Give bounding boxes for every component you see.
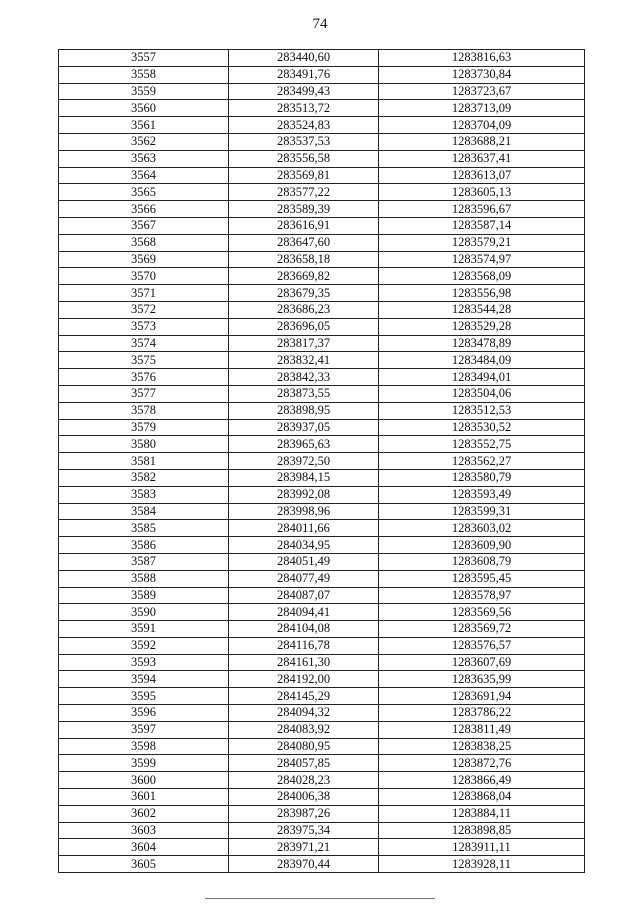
x-coordinate-cell: 283842,33 bbox=[229, 369, 379, 386]
table-row bbox=[59, 318, 585, 335]
table-row bbox=[59, 352, 585, 369]
coordinates-table bbox=[58, 49, 585, 873]
x-coordinate-cell: 284080,95 bbox=[229, 738, 379, 755]
table-row bbox=[59, 100, 585, 117]
point-number-cell: 3604 bbox=[59, 839, 229, 856]
y-coordinate-cell: 1283730,84 bbox=[379, 66, 585, 83]
y-coordinate-cell: 1283713,09 bbox=[379, 100, 585, 117]
point-number-cell: 3582 bbox=[59, 469, 229, 486]
y-coordinate-cell: 1283504,06 bbox=[379, 385, 585, 402]
table-row bbox=[59, 469, 585, 486]
x-coordinate-cell: 283696,05 bbox=[229, 318, 379, 335]
y-coordinate-cell: 1283811,49 bbox=[379, 721, 585, 738]
table-row bbox=[59, 637, 585, 654]
point-number-cell: 3558 bbox=[59, 66, 229, 83]
y-coordinate-cell: 1283911,11 bbox=[379, 839, 585, 856]
table-row bbox=[59, 570, 585, 587]
x-coordinate-cell: 283937,05 bbox=[229, 419, 379, 436]
x-coordinate-cell: 283616,91 bbox=[229, 217, 379, 234]
x-coordinate-cell: 283537,53 bbox=[229, 133, 379, 150]
point-number-cell: 3571 bbox=[59, 285, 229, 302]
point-number-cell: 3579 bbox=[59, 419, 229, 436]
x-coordinate-cell: 283984,15 bbox=[229, 469, 379, 486]
point-number-cell: 3564 bbox=[59, 167, 229, 184]
table-row bbox=[59, 133, 585, 150]
point-number-cell: 3569 bbox=[59, 251, 229, 268]
table-row bbox=[59, 117, 585, 134]
point-number-cell: 3581 bbox=[59, 453, 229, 470]
y-coordinate-cell: 1283595,45 bbox=[379, 570, 585, 587]
table-row bbox=[59, 537, 585, 554]
y-coordinate-cell: 1283723,67 bbox=[379, 83, 585, 100]
table-row bbox=[59, 587, 585, 604]
x-coordinate-cell: 284077,49 bbox=[229, 570, 379, 587]
x-coordinate-cell: 283992,08 bbox=[229, 486, 379, 503]
table-row bbox=[59, 369, 585, 386]
point-number-cell: 3594 bbox=[59, 671, 229, 688]
x-coordinate-cell: 283589,39 bbox=[229, 201, 379, 218]
table-row bbox=[59, 335, 585, 352]
table-row bbox=[59, 301, 585, 318]
point-number-cell: 3598 bbox=[59, 738, 229, 755]
y-coordinate-cell: 1283529,28 bbox=[379, 318, 585, 335]
table-row bbox=[59, 503, 585, 520]
x-coordinate-cell: 284161,30 bbox=[229, 654, 379, 671]
table-row bbox=[59, 705, 585, 722]
point-number-cell: 3563 bbox=[59, 150, 229, 167]
y-coordinate-cell: 1283607,69 bbox=[379, 654, 585, 671]
table-row bbox=[59, 184, 585, 201]
table-row bbox=[59, 385, 585, 402]
point-number-cell: 3561 bbox=[59, 117, 229, 134]
point-number-cell: 3562 bbox=[59, 133, 229, 150]
point-number-cell: 3573 bbox=[59, 318, 229, 335]
point-number-cell: 3589 bbox=[59, 587, 229, 604]
point-number-cell: 3566 bbox=[59, 201, 229, 218]
x-coordinate-cell: 284094,32 bbox=[229, 705, 379, 722]
y-coordinate-cell: 1283866,49 bbox=[379, 772, 585, 789]
y-coordinate-cell: 1283838,25 bbox=[379, 738, 585, 755]
y-coordinate-cell: 1283530,52 bbox=[379, 419, 585, 436]
point-number-cell: 3557 bbox=[59, 50, 229, 67]
table-row bbox=[59, 621, 585, 638]
y-coordinate-cell: 1283816,63 bbox=[379, 50, 585, 67]
table-row bbox=[59, 839, 585, 856]
x-coordinate-cell: 283987,26 bbox=[229, 805, 379, 822]
x-coordinate-cell: 283679,35 bbox=[229, 285, 379, 302]
x-coordinate-cell: 283817,37 bbox=[229, 335, 379, 352]
x-coordinate-cell: 283972,50 bbox=[229, 453, 379, 470]
x-coordinate-cell: 284006,38 bbox=[229, 789, 379, 806]
table-row bbox=[59, 772, 585, 789]
table-row bbox=[59, 50, 585, 67]
y-coordinate-cell: 1283688,21 bbox=[379, 133, 585, 150]
x-coordinate-cell: 283513,72 bbox=[229, 100, 379, 117]
y-coordinate-cell: 1283562,27 bbox=[379, 453, 585, 470]
point-number-cell: 3570 bbox=[59, 268, 229, 285]
table-row bbox=[59, 822, 585, 839]
x-coordinate-cell: 283569,81 bbox=[229, 167, 379, 184]
table-row bbox=[59, 486, 585, 503]
x-coordinate-cell: 283669,82 bbox=[229, 268, 379, 285]
x-coordinate-cell: 284028,23 bbox=[229, 772, 379, 789]
x-coordinate-cell: 283577,22 bbox=[229, 184, 379, 201]
y-coordinate-cell: 1283544,28 bbox=[379, 301, 585, 318]
x-coordinate-cell: 283998,96 bbox=[229, 503, 379, 520]
point-number-cell: 3588 bbox=[59, 570, 229, 587]
table-row bbox=[59, 150, 585, 167]
coordinates-table-body bbox=[59, 50, 585, 873]
point-number-cell: 3568 bbox=[59, 234, 229, 251]
y-coordinate-cell: 1283478,89 bbox=[379, 335, 585, 352]
table-row bbox=[59, 285, 585, 302]
y-coordinate-cell: 1283579,21 bbox=[379, 234, 585, 251]
point-number-cell: 3599 bbox=[59, 755, 229, 772]
table-row bbox=[59, 553, 585, 570]
table-row bbox=[59, 688, 585, 705]
y-coordinate-cell: 1283574,97 bbox=[379, 251, 585, 268]
x-coordinate-cell: 283524,83 bbox=[229, 117, 379, 134]
x-coordinate-cell: 283491,76 bbox=[229, 66, 379, 83]
y-coordinate-cell: 1283704,09 bbox=[379, 117, 585, 134]
point-number-cell: 3586 bbox=[59, 537, 229, 554]
y-coordinate-cell: 1283587,14 bbox=[379, 217, 585, 234]
point-number-cell: 3574 bbox=[59, 335, 229, 352]
y-coordinate-cell: 1283637,41 bbox=[379, 150, 585, 167]
x-coordinate-cell: 283499,43 bbox=[229, 83, 379, 100]
point-number-cell: 3575 bbox=[59, 352, 229, 369]
x-coordinate-cell: 283556,58 bbox=[229, 150, 379, 167]
x-coordinate-cell: 283647,60 bbox=[229, 234, 379, 251]
point-number-cell: 3596 bbox=[59, 705, 229, 722]
point-number-cell: 3592 bbox=[59, 637, 229, 654]
x-coordinate-cell: 283873,55 bbox=[229, 385, 379, 402]
y-coordinate-cell: 1283609,90 bbox=[379, 537, 585, 554]
bottom-rule bbox=[205, 898, 435, 899]
y-coordinate-cell: 1283884,11 bbox=[379, 805, 585, 822]
point-number-cell: 3560 bbox=[59, 100, 229, 117]
y-coordinate-cell: 1283580,79 bbox=[379, 469, 585, 486]
point-number-cell: 3601 bbox=[59, 789, 229, 806]
x-coordinate-cell: 284104,08 bbox=[229, 621, 379, 638]
x-coordinate-cell: 284116,78 bbox=[229, 637, 379, 654]
point-number-cell: 3602 bbox=[59, 805, 229, 822]
point-number-cell: 3583 bbox=[59, 486, 229, 503]
y-coordinate-cell: 1283593,49 bbox=[379, 486, 585, 503]
y-coordinate-cell: 1283928,11 bbox=[379, 856, 585, 873]
y-coordinate-cell: 1283494,01 bbox=[379, 369, 585, 386]
point-number-cell: 3585 bbox=[59, 520, 229, 537]
table-row bbox=[59, 167, 585, 184]
x-coordinate-cell: 283971,21 bbox=[229, 839, 379, 856]
table-row bbox=[59, 721, 585, 738]
table-row bbox=[59, 856, 585, 873]
x-coordinate-cell: 284011,66 bbox=[229, 520, 379, 537]
point-number-cell: 3559 bbox=[59, 83, 229, 100]
x-coordinate-cell: 284034,95 bbox=[229, 537, 379, 554]
y-coordinate-cell: 1283868,04 bbox=[379, 789, 585, 806]
point-number-cell: 3603 bbox=[59, 822, 229, 839]
point-number-cell: 3572 bbox=[59, 301, 229, 318]
y-coordinate-cell: 1283605,13 bbox=[379, 184, 585, 201]
y-coordinate-cell: 1283872,76 bbox=[379, 755, 585, 772]
point-number-cell: 3584 bbox=[59, 503, 229, 520]
point-number-cell: 3600 bbox=[59, 772, 229, 789]
y-coordinate-cell: 1283576,57 bbox=[379, 637, 585, 654]
x-coordinate-cell: 284057,85 bbox=[229, 755, 379, 772]
table-row bbox=[59, 604, 585, 621]
y-coordinate-cell: 1283608,79 bbox=[379, 553, 585, 570]
y-coordinate-cell: 1283635,99 bbox=[379, 671, 585, 688]
point-number-cell: 3587 bbox=[59, 553, 229, 570]
x-coordinate-cell: 283832,41 bbox=[229, 352, 379, 369]
point-number-cell: 3565 bbox=[59, 184, 229, 201]
y-coordinate-cell: 1283786,22 bbox=[379, 705, 585, 722]
y-coordinate-cell: 1283599,31 bbox=[379, 503, 585, 520]
x-coordinate-cell: 283686,23 bbox=[229, 301, 379, 318]
table-row bbox=[59, 83, 585, 100]
table-row bbox=[59, 453, 585, 470]
x-coordinate-cell: 283658,18 bbox=[229, 251, 379, 268]
table-row bbox=[59, 738, 585, 755]
point-number-cell: 3590 bbox=[59, 604, 229, 621]
table-row bbox=[59, 755, 585, 772]
point-number-cell: 3577 bbox=[59, 385, 229, 402]
y-coordinate-cell: 1283484,09 bbox=[379, 352, 585, 369]
point-number-cell: 3591 bbox=[59, 621, 229, 638]
point-number-cell: 3567 bbox=[59, 217, 229, 234]
table-row bbox=[59, 805, 585, 822]
table-row bbox=[59, 520, 585, 537]
x-coordinate-cell: 283965,63 bbox=[229, 436, 379, 453]
table-row bbox=[59, 789, 585, 806]
point-number-cell: 3605 bbox=[59, 856, 229, 873]
point-number-cell: 3576 bbox=[59, 369, 229, 386]
table-row bbox=[59, 217, 585, 234]
table-row bbox=[59, 419, 585, 436]
page-number: 74 bbox=[312, 16, 328, 32]
x-coordinate-cell: 283975,34 bbox=[229, 822, 379, 839]
y-coordinate-cell: 1283603,02 bbox=[379, 520, 585, 537]
y-coordinate-cell: 1283898,85 bbox=[379, 822, 585, 839]
x-coordinate-cell: 284145,29 bbox=[229, 688, 379, 705]
y-coordinate-cell: 1283691,94 bbox=[379, 688, 585, 705]
table-row bbox=[59, 201, 585, 218]
y-coordinate-cell: 1283512,53 bbox=[379, 402, 585, 419]
table-row bbox=[59, 66, 585, 83]
table-row bbox=[59, 268, 585, 285]
table-row bbox=[59, 402, 585, 419]
y-coordinate-cell: 1283613,07 bbox=[379, 167, 585, 184]
point-number-cell: 3593 bbox=[59, 654, 229, 671]
x-coordinate-cell: 283440,60 bbox=[229, 50, 379, 67]
x-coordinate-cell: 284083,92 bbox=[229, 721, 379, 738]
x-coordinate-cell: 284192,00 bbox=[229, 671, 379, 688]
x-coordinate-cell: 283898,95 bbox=[229, 402, 379, 419]
y-coordinate-cell: 1283552,75 bbox=[379, 436, 585, 453]
y-coordinate-cell: 1283568,09 bbox=[379, 268, 585, 285]
table-row bbox=[59, 436, 585, 453]
point-number-cell: 3595 bbox=[59, 688, 229, 705]
y-coordinate-cell: 1283569,72 bbox=[379, 621, 585, 638]
y-coordinate-cell: 1283569,56 bbox=[379, 604, 585, 621]
point-number-cell: 3580 bbox=[59, 436, 229, 453]
table-row bbox=[59, 234, 585, 251]
table-row bbox=[59, 654, 585, 671]
y-coordinate-cell: 1283578,97 bbox=[379, 587, 585, 604]
y-coordinate-cell: 1283556,98 bbox=[379, 285, 585, 302]
table-row bbox=[59, 671, 585, 688]
point-number-cell: 3578 bbox=[59, 402, 229, 419]
table-row bbox=[59, 251, 585, 268]
x-coordinate-cell: 283970,44 bbox=[229, 856, 379, 873]
x-coordinate-cell: 284051,49 bbox=[229, 553, 379, 570]
x-coordinate-cell: 284087,07 bbox=[229, 587, 379, 604]
y-coordinate-cell: 1283596,67 bbox=[379, 201, 585, 218]
point-number-cell: 3597 bbox=[59, 721, 229, 738]
x-coordinate-cell: 284094,41 bbox=[229, 604, 379, 621]
